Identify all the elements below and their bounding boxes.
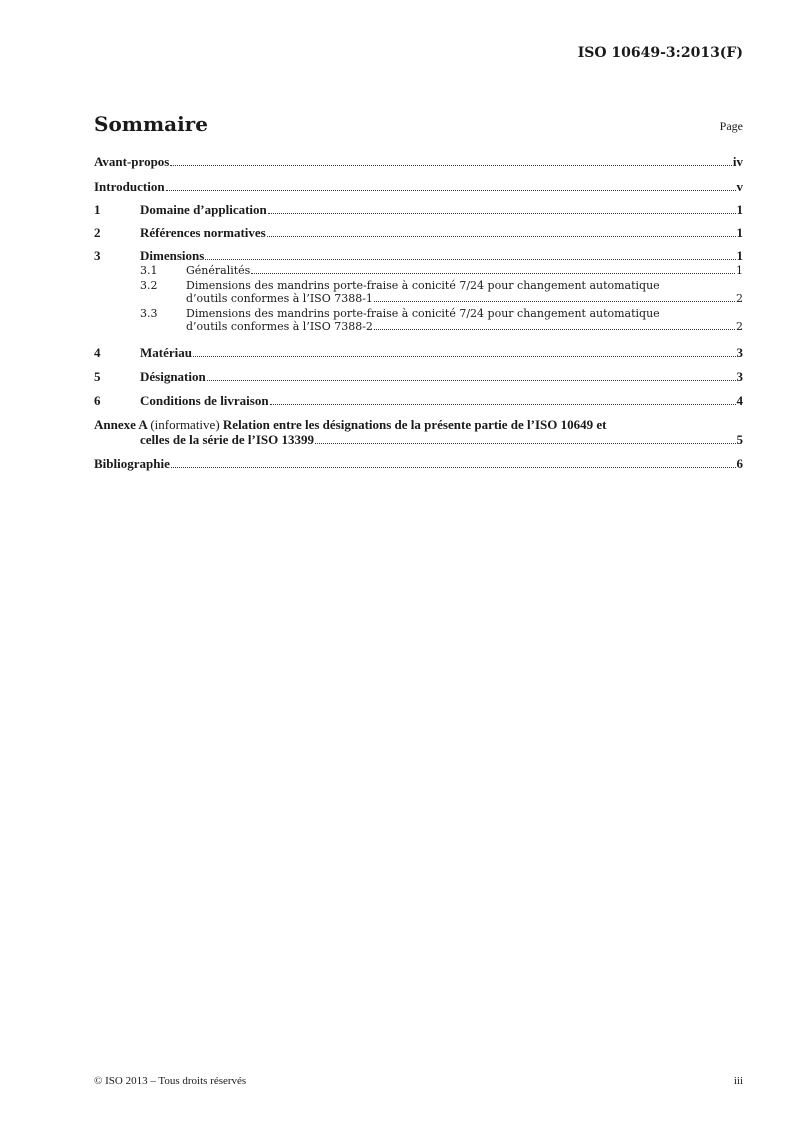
toc-entry-6[interactable]: 6 Conditions de livraison 4 (94, 393, 743, 408)
toc-entry-4[interactable]: 4 Matériau 3 (94, 345, 743, 360)
toc-entry-3-3-line1[interactable]: 3.3 Dimensions des mandrins porte-fraise à conicité 7/24 pour changement automatique (140, 307, 660, 320)
dot-leader (267, 236, 736, 237)
toc-entry-2[interactable]: 2 Références normatives 1 (94, 225, 743, 240)
toc-entry-3-2-line1[interactable]: 3.2 Dimensions des mandrins porte-fraise à conicité 7/24 pour changement automatique (140, 279, 660, 292)
toc-entry-bibliographie[interactable]: Bibliographie 6 (94, 456, 743, 471)
dot-leader (205, 259, 735, 260)
dot-leader (374, 301, 735, 302)
dot-leader (315, 443, 735, 444)
dot-leader (193, 356, 736, 357)
dot-leader (270, 404, 736, 405)
dot-leader (207, 380, 736, 381)
toc-entry-annexe-a-line1[interactable]: Annexe A (informative) Relation entre les désignations de la présente partie de l’ISO 10649 et (94, 417, 607, 432)
toc-entry-introduction[interactable]: Introduction v (94, 179, 743, 194)
dot-leader (374, 329, 735, 330)
dot-leader (170, 165, 732, 166)
toc-entry-3-2-line2[interactable]: d’outils conformes à l’ISO 7388-1 2 (186, 292, 743, 305)
copyright-notice: © ISO 2013 – Tous droits réservés (94, 1075, 247, 1087)
toc-entry-1[interactable]: 1 Domaine d’application 1 (94, 202, 743, 217)
table-of-contents (94, 154, 743, 471)
toc-entry-3-1[interactable]: 3.1 Généralités 1 (140, 264, 743, 277)
toc-entry-avant-propos[interactable]: Avant-propos iv (94, 154, 743, 169)
toc-entry-3-3-line2[interactable]: d’outils conformes à l’ISO 7388-2 2 (186, 320, 743, 333)
dot-leader (171, 467, 736, 468)
dot-leader (166, 190, 736, 191)
toc-entry-5[interactable]: 5 Désignation 3 (94, 369, 743, 384)
toc-entry-3[interactable]: 3 Dimensions 1 (94, 248, 743, 263)
page-column-label: Page (719, 119, 743, 133)
page-number: iii (733, 1075, 743, 1087)
dot-leader (268, 213, 736, 214)
document-id: ISO 10649-3:2013(F) (577, 45, 743, 61)
toc-entry-annexe-a-line2[interactable]: celles de la série de l’ISO 13399 5 (140, 432, 743, 447)
dot-leader (251, 273, 735, 274)
page-title: Sommaire (94, 112, 208, 136)
